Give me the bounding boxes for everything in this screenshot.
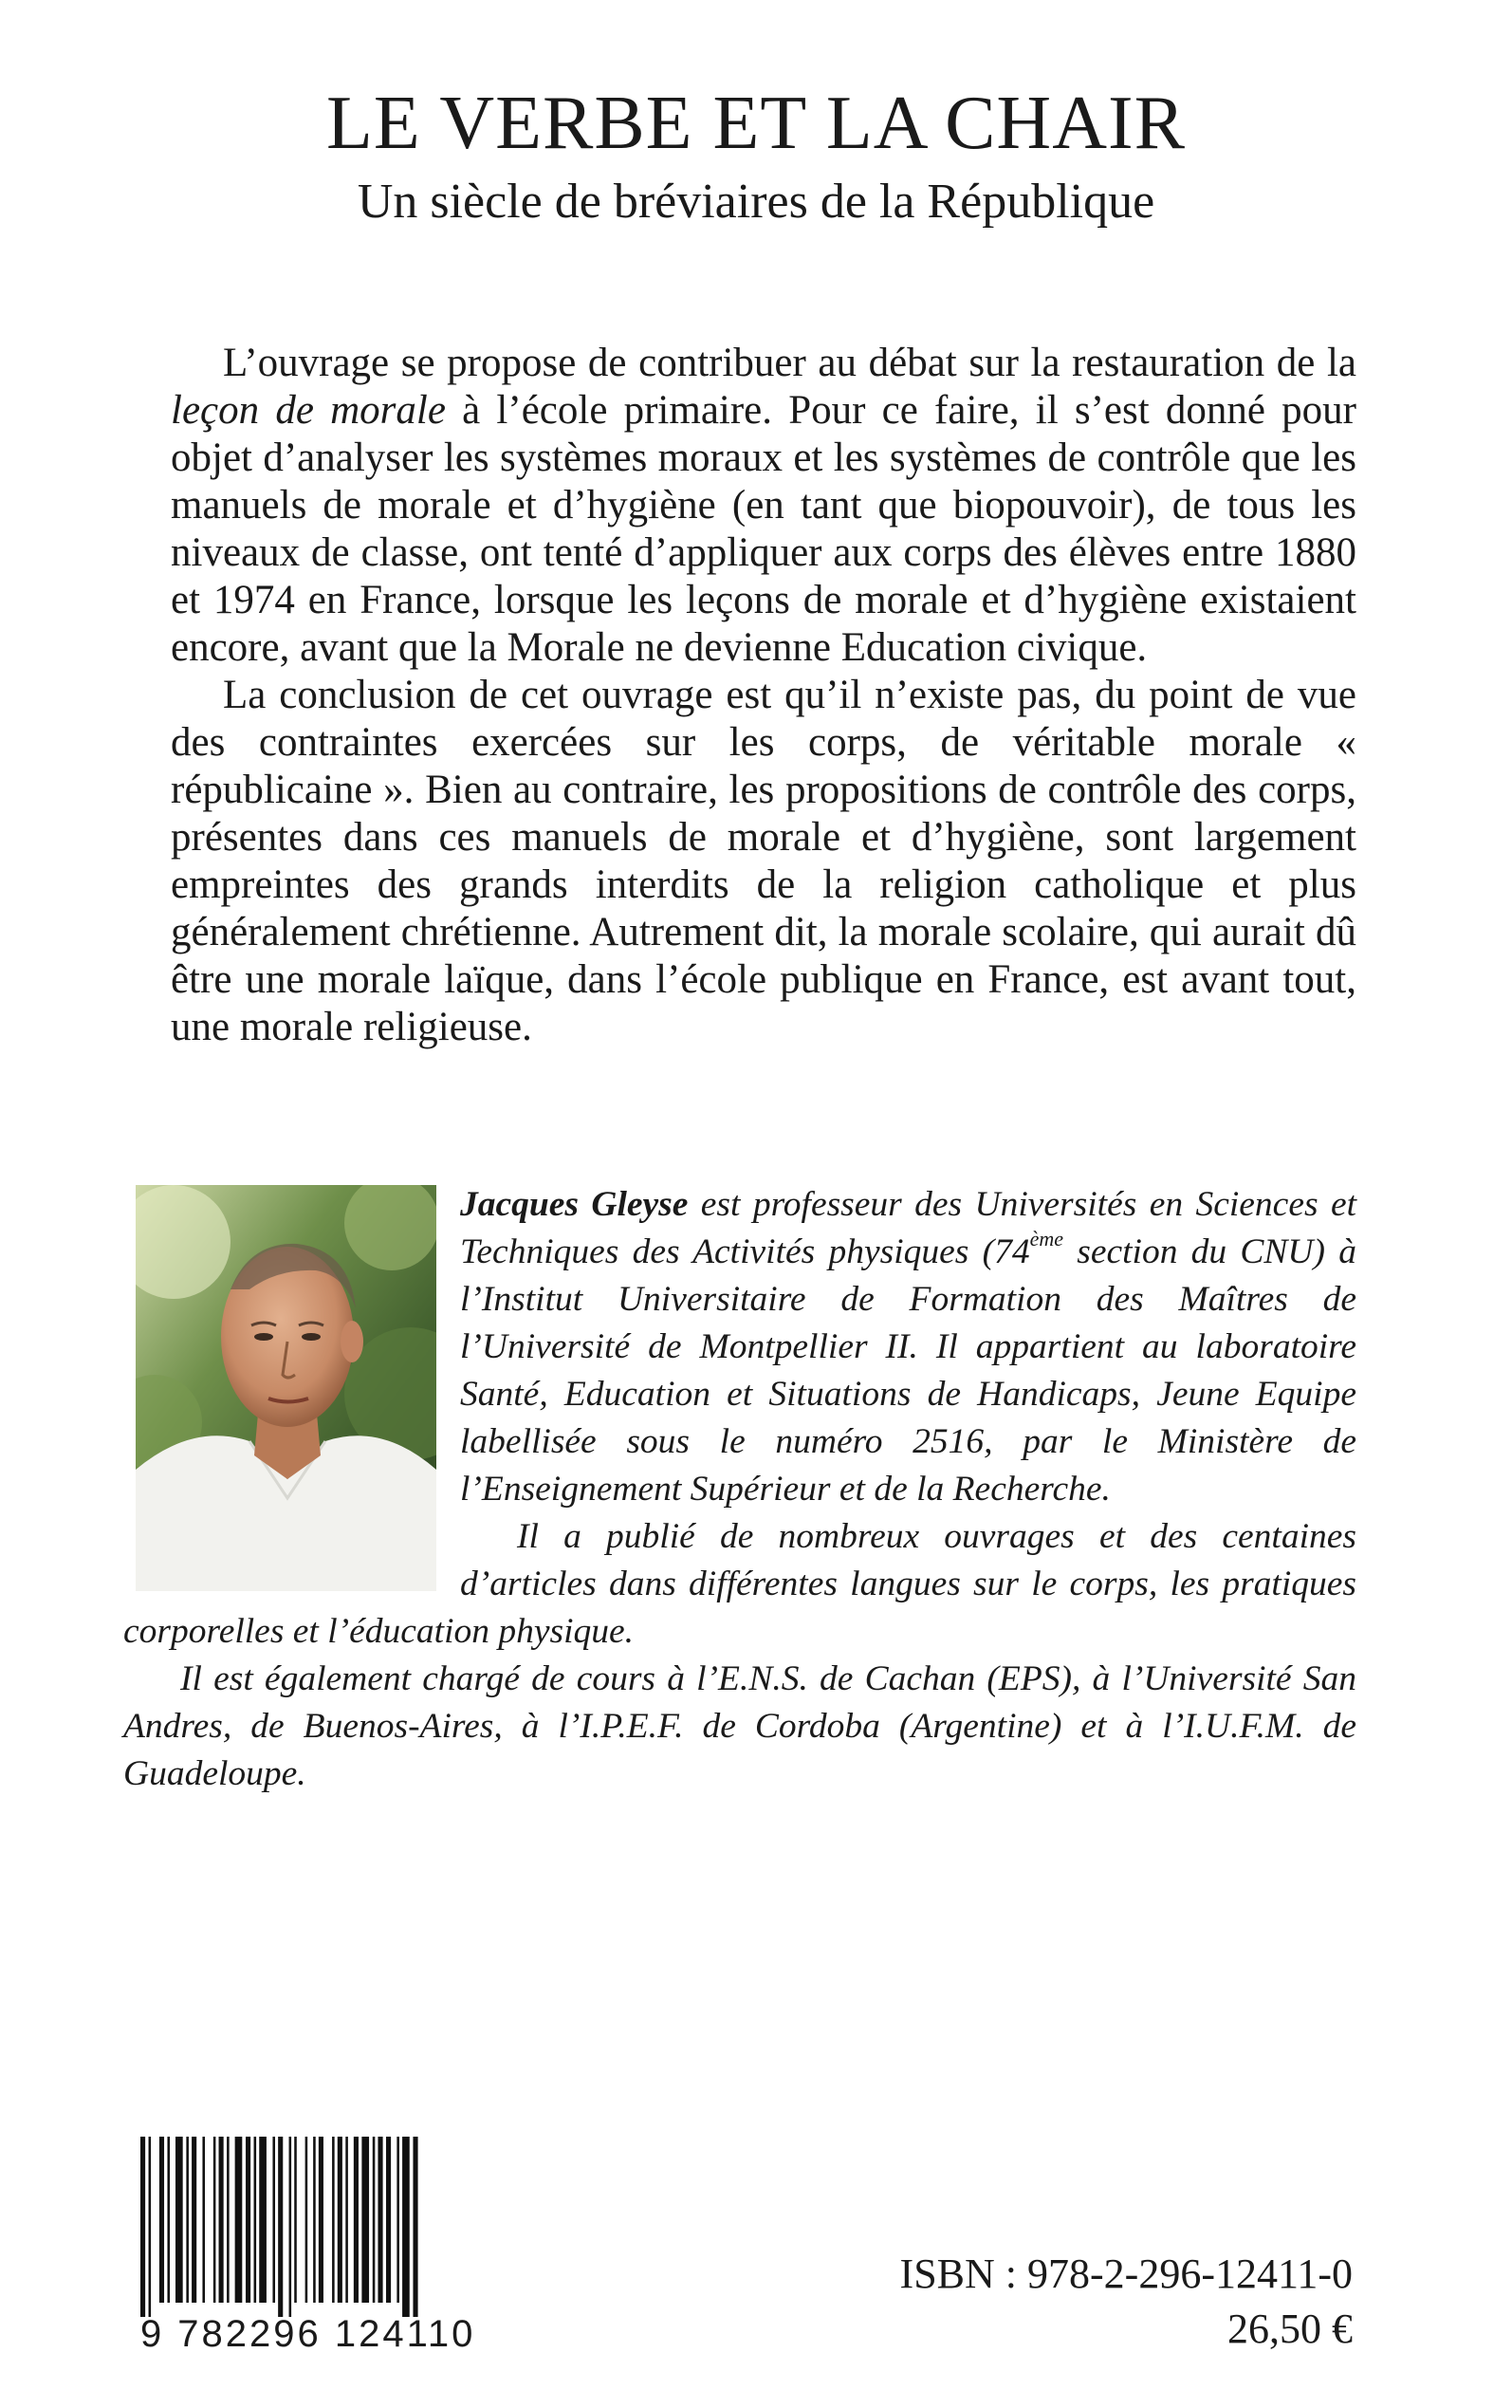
barcode-bar	[338, 2137, 342, 2303]
barcode-bar	[319, 2137, 323, 2303]
barcode-bar	[140, 2137, 145, 2317]
author-bio-1a: est professeur des Universités en Sciences et Techniques des Activités physiques (74	[460, 1185, 1357, 1271]
summary-paragraph-1	[171, 340, 1356, 672]
author-name: Jacques Gleyse	[460, 1185, 689, 1224]
summary-p1-end: à l’école primaire. Pour ce faire, il s’est donné pour objet d’analyser les systèmes moraux et les systèmes de contrôle que les manuels de morale et d’hygiène (en tant que biopouvoir), de tous les niveaux de classe, ont tenté d’appliquer aux corps des élèves entre 1880 et 1974 en France, lorsque les leçons de morale et d’hygiène existaient encore, avant que la Morale ne devienne Education civique.	[171, 388, 1356, 670]
barcode-bar	[175, 2137, 183, 2303]
barcode-bar	[259, 2137, 267, 2303]
author-bio-1b: section du CNU) à l’Institut Universitaire de Formation des Maîtres de l’Université de Montpellier II. Il appartient au laboratoire Santé, Education et Situations de Handicaps, Jeune Equipe labellisée sous le numéro 2516, par le Ministère de l’Enseignement Supérieur et de la Recherche.	[460, 1232, 1356, 1509]
author-bio-paragraph-2: Il a publié de nombreux ouvrages et des centaines d’articles dans différentes langues sur le corps, les pratiques corporelles et l’éducation physique.	[123, 1517, 1356, 1651]
barcode-group-2: 124110	[334, 2313, 476, 2355]
barcode-bar	[149, 2137, 152, 2317]
barcode-bar	[272, 2137, 275, 2303]
book-title: LE VERBE ET LA CHAIR	[326, 82, 1186, 165]
barcode-bar	[192, 2137, 196, 2303]
superscript-eme: ème	[1029, 1227, 1063, 1250]
barcode-bar	[361, 2137, 369, 2303]
barcode-bar	[246, 2137, 250, 2303]
price-label: 26,50 €	[1227, 2306, 1353, 2352]
summary-text	[171, 340, 1356, 1051]
summary-paragraph-2: La conclusion de cet ouvrage est qu’il n’existe pas, du point de vue des contraintes exercées sur les corps, de véritable morale « républicaine ». Bien au contraire, les propositions de contrôle des corps, présentes dans ces manuels de morale et d’hygiène, sont largement empreintes des grands interdits de la religion catholique et plus généralement chrétienne. Autrement dit, la morale scolaire, qui aurait dû être une morale laïque, dans l’école publique en France, est avant tout, une morale religieuse.	[171, 673, 1356, 1049]
barcode-bar	[345, 2137, 348, 2303]
barcode-bar	[159, 2137, 164, 2303]
barcode-bar	[378, 2137, 382, 2303]
barcode-bar	[332, 2137, 335, 2303]
barcode-bar	[305, 2137, 308, 2303]
author-bio	[123, 1181, 1356, 1798]
barcode-bar	[227, 2137, 230, 2303]
barcode-bar	[235, 2137, 243, 2303]
barcode-bar	[202, 2137, 205, 2303]
barcode-bar	[354, 2137, 359, 2303]
barcode-bar	[373, 2137, 376, 2303]
photo-spacer	[123, 1181, 460, 1599]
barcode-bar	[289, 2137, 292, 2317]
barcode-bar	[186, 2137, 189, 2303]
barcode-bar	[219, 2137, 224, 2303]
summary-p1-start: L’ouvrage se propose de contribuer au débat sur la restauration de la	[223, 341, 1356, 385]
book-subtitle: Un siècle de bréviaires de la République	[357, 175, 1155, 229]
barcode-bar	[167, 2137, 170, 2303]
barcode-bar	[396, 2137, 399, 2303]
barcode-digits	[140, 2315, 501, 2353]
barcode-group-1: 782296	[177, 2313, 322, 2355]
barcode-lead-digit: 9	[140, 2313, 165, 2355]
barcode-bar	[402, 2137, 410, 2317]
barcode-bar	[413, 2137, 417, 2317]
barcode-bar	[294, 2137, 297, 2303]
barcode-bar	[386, 2137, 391, 2303]
barcode-bar	[278, 2137, 283, 2317]
author-bio-paragraph-3: Il est également chargé de cours à l’E.N.S. de Cachan (EPS), à l’Université San Andres, de Buenos-Aires, à l’I.P.E.F. de Cordoba (Argentine) et à l’I.U.F.M. de Guadeloupe.	[123, 1659, 1356, 1793]
barcode-bar	[213, 2137, 216, 2303]
barcode-bar	[313, 2137, 316, 2303]
summary-p1-italic: leçon de morale	[171, 388, 446, 433]
barcode-image	[140, 2137, 491, 2317]
isbn-label: ISBN : 978-2-296-12411-0	[899, 2251, 1353, 2297]
barcode-bar	[254, 2137, 257, 2303]
